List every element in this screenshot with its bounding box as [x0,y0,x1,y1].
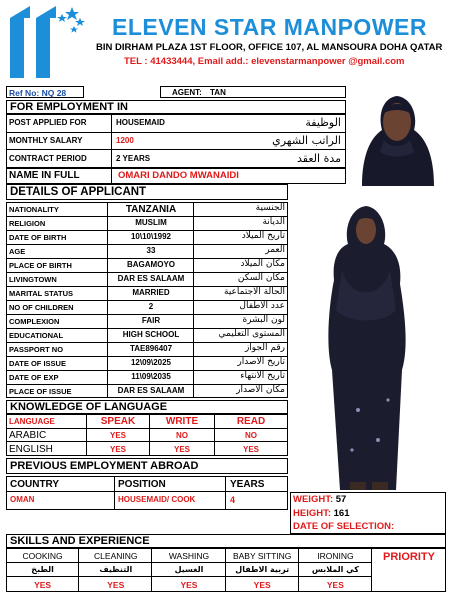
company-name: ELEVEN STAR MANPOWER [112,14,427,40]
details-value: TANZANIA [125,204,177,215]
arabic-write: NO [176,431,188,440]
skill-label: CLEANING [94,551,138,561]
details-arabic: رقم الجواز [244,343,285,353]
monthly-salary-label: MONTHLY SALARY [9,136,83,145]
details-label: RELIGION [9,219,46,228]
english-write: YES [173,445,190,454]
details-arabic: تاريخ الانتهاء [240,371,285,381]
details-row-divider [6,244,288,245]
details-value: 33 [146,246,156,255]
skill-arabic: التنظيف [99,565,133,574]
details-label: LIVINGTOWN [9,275,57,284]
details-arabic: الحالة الاجتماعية [224,287,285,297]
monthly-salary-value: 1200 [116,136,134,145]
weight-value: 57 [335,494,347,505]
details-label: NATIONALITY [9,205,59,214]
skill-arabic: تربية الاطفال [235,565,290,574]
details-value: MUSLIM [135,218,167,227]
arabic-speak: YES [109,431,126,440]
details-value: HIGH SCHOOL [122,330,180,339]
language-heading: KNOWLEDGE OF LANGUAGE [10,401,168,413]
skill-value: YES [326,580,344,590]
skill-label: BABY SITTING [232,551,292,561]
selection-label: DATE OF SELECTION: [293,521,395,532]
previous-col-position: POSITION [118,479,166,490]
height-label: HEIGHT: [293,508,331,519]
post-applied-label: POST APPLIED FOR [9,118,87,127]
language-col-write: WRITE [165,416,199,427]
previous-country: OMAN [10,495,35,504]
contract-period-arabic: مدة العقد [297,152,341,165]
details-value: DAR ES SALAAM [117,386,185,395]
skill-label: IRONING [317,551,354,561]
headshot-image [348,86,446,186]
details-arabic: مكان السكن [237,273,285,283]
details-value: 10\10\1992 [130,232,172,241]
ref-number: Ref No: NQ 28 [9,88,67,98]
details-value: 11\09\2035 [131,372,171,381]
details-value: BAGAMOYO [127,260,175,269]
details-label: PLACE OF ISSUE [9,387,72,396]
weight-label: WEIGHT: [293,494,334,505]
monthly-salary-arabic: الراتب الشهري [272,134,341,147]
details-arabic: لون البشرة [242,315,285,325]
details-arabic: العمر [265,245,285,255]
skill-arabic: الغسيل [174,565,204,574]
post-applied-value: HOUSEMAID [116,118,165,127]
priority-label: PRIORITY [383,551,435,563]
employment-heading: FOR EMPLOYMENT IN [10,101,128,113]
details-arabic: مكان الميلاد [240,259,285,269]
previous-position: HOUSEMAID/ COOK [118,495,196,504]
details-arabic: عدد الاطفال [239,301,285,311]
language-col-read: READ [236,416,266,427]
company-address: BIN DIRHAM PLAZA 1ST FLOOR, OFFICE 107, AL MANSOURA DOHA QATAR [96,42,443,53]
details-value: MARRIED [132,288,170,297]
details-value: 12\09\2025 [130,358,172,367]
details-arabic: المستوى التعليمي [218,329,285,339]
company-contact: TEL : 41433444, Email add.: elevenstarmanpower @gmail.com [124,56,405,67]
details-label: PASSPORT NO [9,345,64,354]
name-value: OMARI DANDO MWANAIDI [118,170,239,181]
full-body-photo [292,200,442,490]
details-label: DATE OF EXP [9,373,59,382]
eleven-star-logo [8,4,86,78]
language-english: ENGLISH [9,444,53,455]
contract-period-label: CONTRACT PERIOD [9,154,87,163]
details-arabic: تاريخ الميلاد [241,231,285,241]
name-label: NAME IN FULL [9,170,80,181]
arabic-read: NO [245,431,257,440]
language-arabic: ARABIC [9,430,47,441]
details-label: COMPLEXION [9,317,60,326]
language-col-speak: SPEAK [100,416,136,427]
previous-col-years: YEARS [230,479,265,490]
skill-label: COOKING [22,551,63,561]
details-label: DATE OF ISSUE [9,359,66,368]
agent-value: TAN [210,88,226,97]
details-value: DAR ES SALAAM [117,274,185,283]
details-value: TAE896407 [129,344,173,353]
previous-col-country: COUNTRY [10,479,60,490]
contract-period-value: 2 YEARS [116,154,151,163]
details-label: EDUCATIONAL [9,331,64,340]
skill-value: YES [34,580,52,590]
details-arabic: مكان الاصدار [236,385,285,395]
details-arabic: تاريخ الاصدار [237,357,285,367]
details-label: PLACE OF BIRTH [9,261,72,270]
skill-value: YES [253,580,271,590]
full-body-image [292,200,442,490]
headshot-photo [348,86,446,186]
details-label: NO OF CHILDREN [9,303,74,312]
skill-value: YES [107,580,125,590]
previous-years: 4 [230,495,236,505]
details-row-divider [6,216,288,217]
details-value: FAIR [141,316,161,325]
weight-row [293,494,346,505]
skill-arabic: الطبخ [31,565,54,574]
details-value: 2 [148,302,154,311]
header [0,0,452,84]
language-col-language: LANGUAGE [9,417,55,426]
height-row [293,508,350,519]
height-value: 161 [333,508,350,519]
skill-value: YES [180,580,198,590]
skill-arabic: كي الملابس [311,565,359,574]
previous-heading: PREVIOUS EMPLOYMENT ABROAD [10,460,199,472]
skills-heading: SKILLS AND EXPERIENCE [10,535,150,547]
details-arabic: الديانة [262,217,285,227]
skill-label: WASHING [168,551,210,561]
details-label: MARITAL STATUS [9,289,74,298]
english-speak: YES [109,445,126,454]
details-label: AGE [9,247,26,256]
details-arabic: الجنسية [255,203,285,213]
english-read: YES [242,445,259,454]
agent-label: AGENT: [172,88,202,97]
details-label: DATE OF BIRTH [9,233,67,242]
skills-row-divider [6,562,372,577]
details-heading: DETAILS OF APPLICANT [10,186,147,198]
post-applied-arabic: الوظيفة [305,116,341,129]
